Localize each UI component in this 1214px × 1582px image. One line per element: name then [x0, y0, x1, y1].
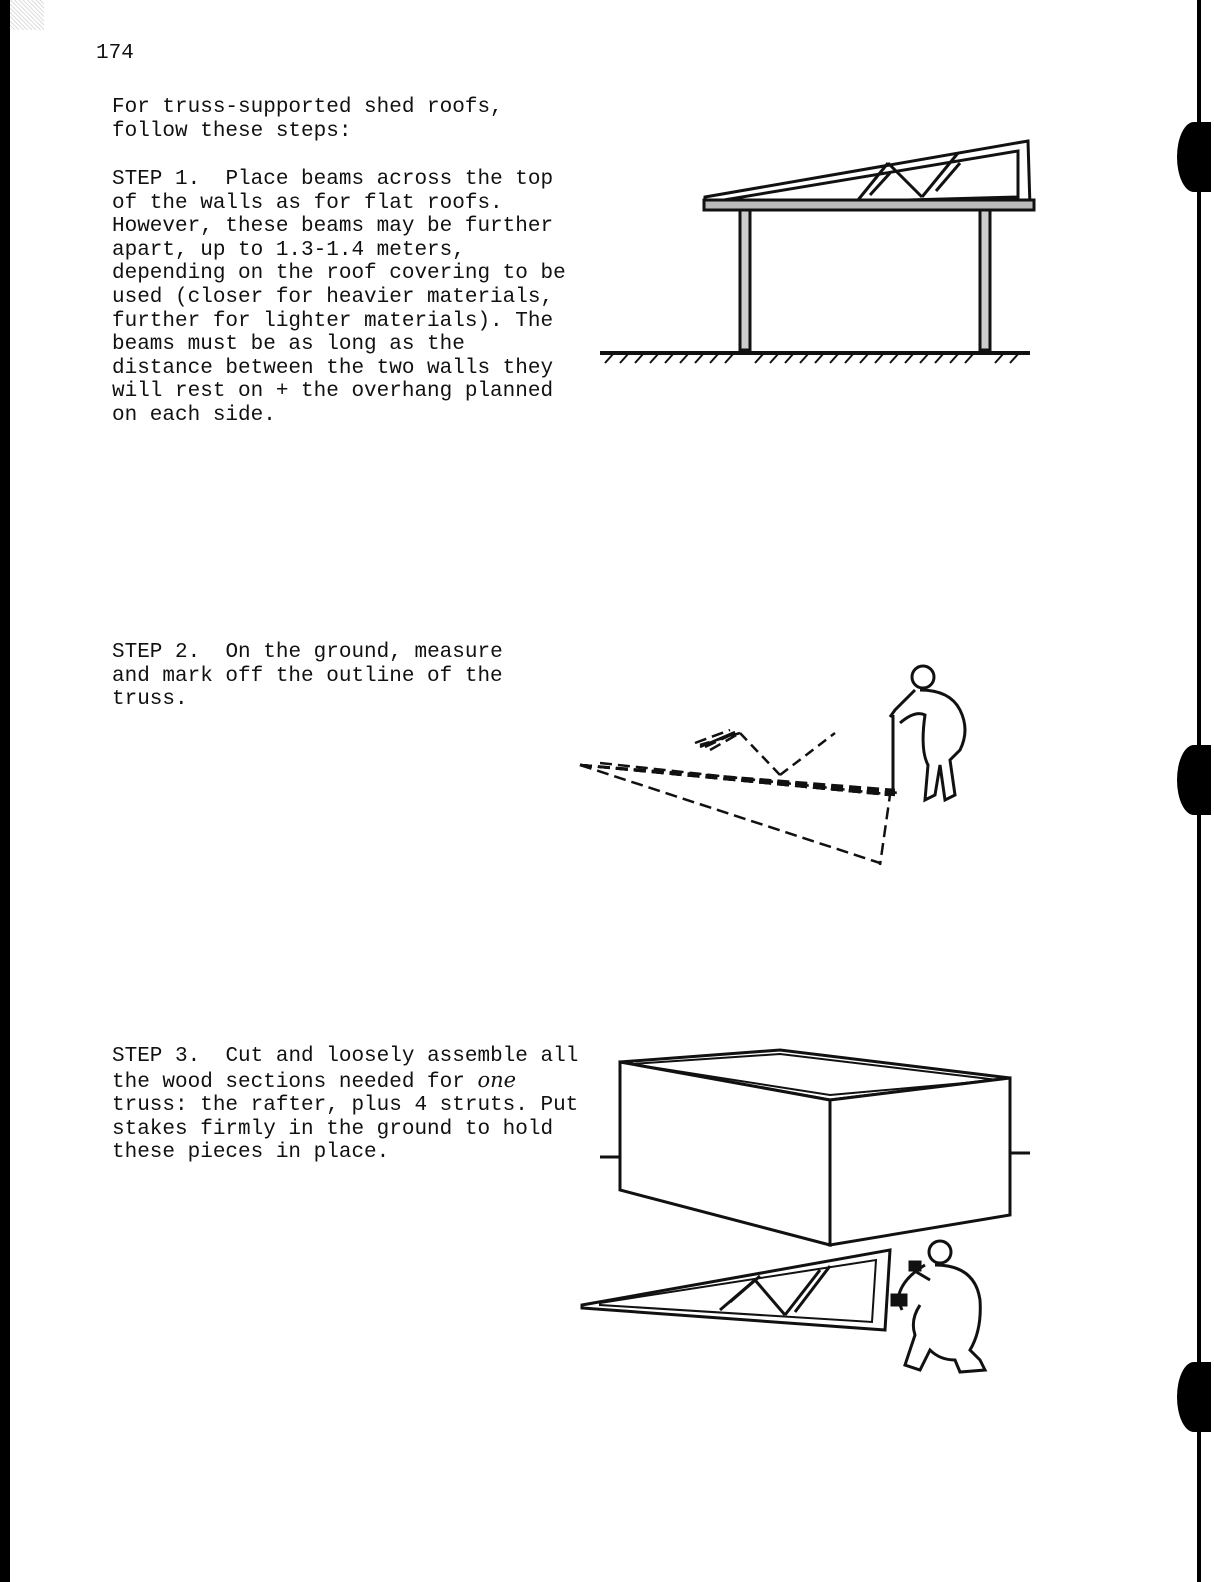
step-3-emphasis: one: [477, 1067, 517, 1092]
step-2: [112, 641, 552, 712]
page-number: 174: [96, 42, 134, 65]
step-2-text: On the ground, measure and mark off the outline of the truss.: [112, 641, 503, 712]
truss-shed-roof-elevation-icon: [600, 135, 1040, 375]
binder-hole-top: [1177, 122, 1211, 192]
step-3-label: STEP 3.: [112, 1045, 201, 1068]
intro-line-1: For truss-supported shed roofs,: [112, 96, 503, 119]
walls-and-truss-assembly-icon: [580, 1040, 1020, 1400]
binder-hole-bottom: [1177, 1362, 1211, 1432]
step-3-text-before: Cut and loosely assemble all the wood sections needed for: [112, 1045, 579, 1094]
step-2-label: STEP 2.: [112, 641, 201, 664]
intro-line-2: follow these steps:: [112, 120, 352, 143]
person-marking-truss-outline-icon: [580, 655, 1000, 875]
step-3: [112, 1045, 582, 1165]
step-1-text: Place beams across the top of the walls as for flat roofs. However, these beams may be further apart, up to 1.3-1.4 meters, depending on the roof covering to be used (closer for heavier materials, further for lighter materials). The beams must be as long as the distance between the two walls they will rest on + the overhang planned on each side.: [112, 168, 566, 427]
scan-artifact: [10, 0, 44, 30]
step-1-label: STEP 1.: [112, 168, 201, 191]
step-1: [112, 168, 567, 428]
binder-hole-middle: [1177, 745, 1211, 815]
left-binding-rule: [0, 0, 10, 1582]
step-3-text-after: truss: the rafter, plus 4 struts. Put stakes firmly in the ground to hold these pieces in place.: [112, 1094, 579, 1165]
